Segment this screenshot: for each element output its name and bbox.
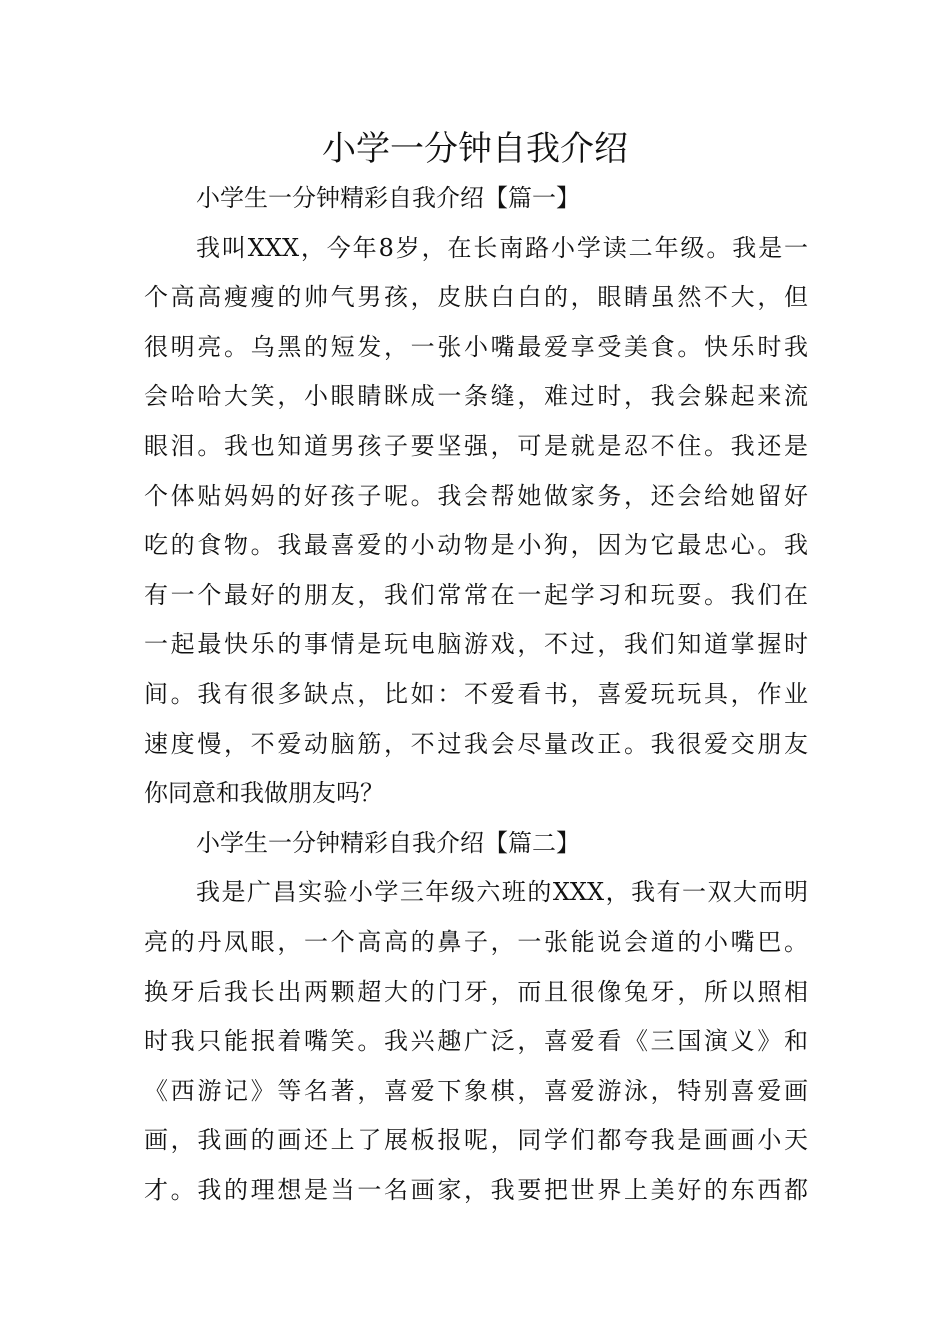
- section-heading: 小学生一分钟精彩自我介绍【篇一】: [196, 184, 580, 212]
- paragraph-line: 我是广昌实验小学三年级六班的XXX，我有一双大而明: [196, 878, 808, 907]
- document-body: [144, 174, 808, 1215]
- paragraph-line: 间。我有很多缺点，比如：不爱看书，喜爱玩玩具，作业: [144, 679, 808, 708]
- paragraph-line: 时我只能抿着嘴笑。我兴趣广泛，喜爱看《三国演义》和: [144, 1027, 808, 1056]
- paragraph-line: 眼泪。我也知道男孩子要坚强，可是就是忍不住。我还是: [144, 431, 808, 460]
- paragraph-line: 我叫XXX，今年8岁，在长南路小学读二年级。我是一: [196, 233, 808, 262]
- document-title: 小学一分钟自我介绍: [322, 129, 628, 169]
- paragraph-line: 你同意和我做朋友吗？: [144, 779, 384, 808]
- paragraph-line: 个体贴妈妈的好孩子呢。我会帮她做家务，还会给她留好: [144, 481, 808, 510]
- paragraph-line: 吃的食物。我最喜爱的小动物是小狗，因为它最忠心。我: [144, 531, 808, 560]
- paragraph-line: 换牙后我长出两颗超大的门牙，而且很像兔牙，所以照相: [144, 977, 808, 1006]
- paragraph-line: 速度慢，不爱动脑筋，不过我会尽量改正。我很爱交朋友: [144, 729, 808, 758]
- paragraph-line: 画，我画的画还上了展板报呢，同学们都夸我是画画小天: [144, 1126, 808, 1155]
- paragraph-line: 很明亮。乌黑的短发，一张小嘴最爱享受美食。快乐时我: [144, 332, 808, 361]
- paragraph-line: 亮的丹凤眼，一个高高的鼻子，一张能说会道的小嘴巴。: [144, 927, 808, 956]
- paragraph-line: 会哈哈大笑，小眼睛眯成一条缝，难过时，我会躲起来流: [144, 382, 808, 411]
- paragraph-line: 才。我的理想是当一名画家，我要把世界上美好的东西都: [144, 1175, 808, 1204]
- section-heading: 小学生一分钟精彩自我介绍【篇二】: [196, 828, 580, 857]
- paragraph-line: 《西游记》等名著，喜爱下象棋，喜爱游泳，特别喜爱画: [144, 1076, 808, 1105]
- paragraph-line: 有一个最好的朋友，我们常常在一起学习和玩耍。我们在: [144, 580, 808, 609]
- paragraph-line: 个高高瘦瘦的帅气男孩，皮肤白白的，眼睛虽然不大，但: [144, 283, 808, 312]
- paragraph-line: 一起最快乐的事情是玩电脑游戏，不过，我们知道掌握时: [144, 630, 808, 659]
